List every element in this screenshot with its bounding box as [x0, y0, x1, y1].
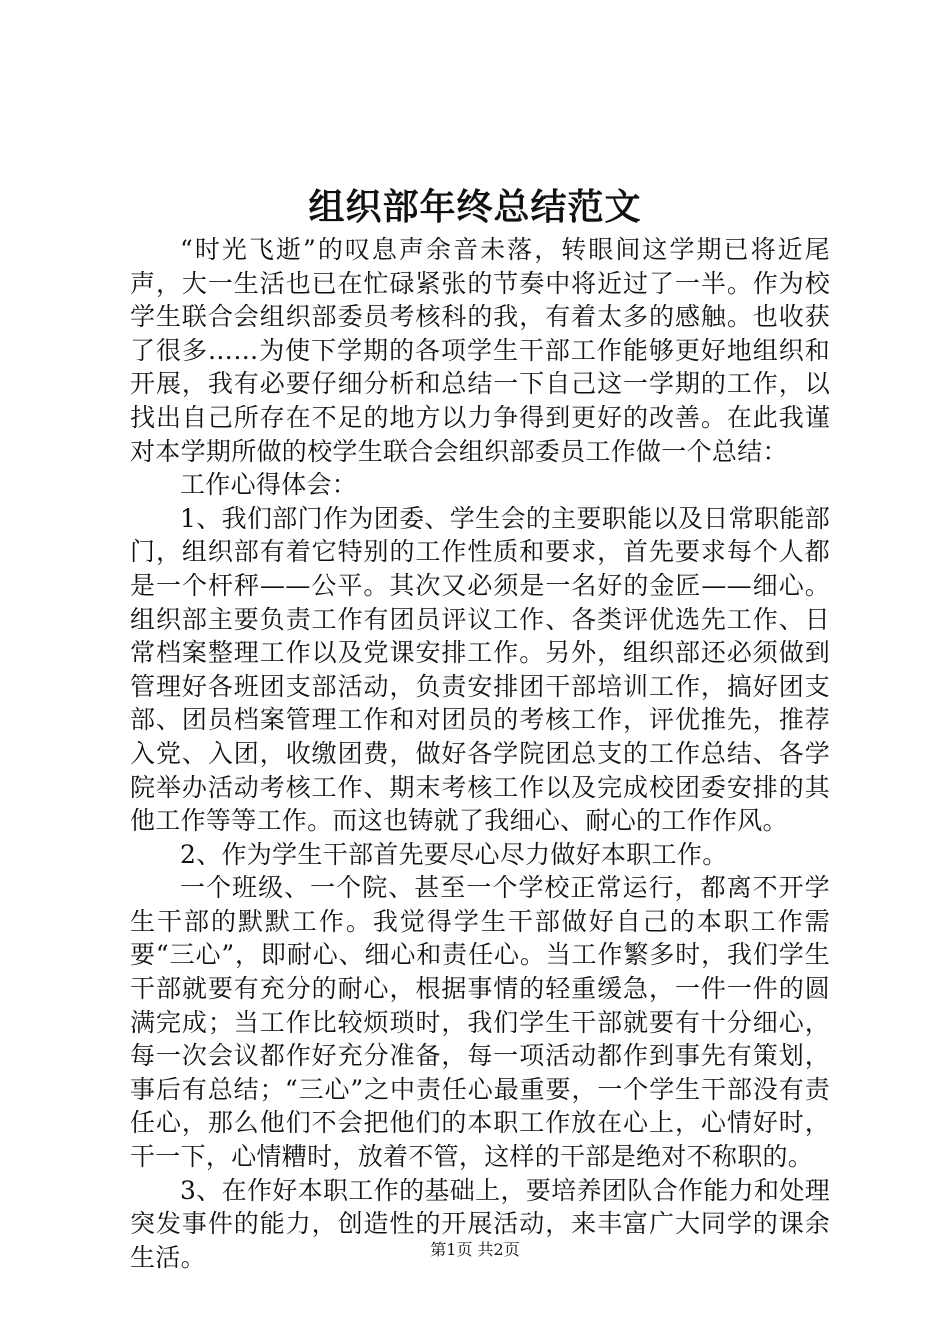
page-number-footer: 第1页 共2页	[430, 1240, 520, 1259]
paragraph-point-1: 1、我们部门作为团委、学生会的主要职能以及日常职能部门，组织部有着它特别的工作性质和要求，首先要求每个人都是一个杆秤——公平。其次又必须是一名好的金匠——细心。组织部主要负责工作有团员评议工作、各类评优选先工作、日常档案整理工作以及党课安排工作。另外，组织部还必须做到管理好各班团支部活动，负责安排团干部培训工作，搞好团支部、团员档案管理工作和对团员的考核工作，评优推先，推荐入党、入团，收缴团费，做好各学院团总支的工作总结、各学院举办活动考核工作、期末考核工作以及完成校团委安排的其他工作等等工作。而这也铸就了我细心、耐心的工作作风。	[130, 503, 830, 836]
paragraph-intro: “时光飞逝”的叹息声余音未落，转眼间这学期已将近尾声，大一生活也已在忙碌紧张的节奏中将近过了一半。作为校学生联合会组织部委员考核科的我，有着太多的感触。也收获了很多……为使下学期的各项学生干部工作能够更好地组织和开展，我有必要仔细分析和总结一下自己这一学期的工作，以找出自己所存在不足的地方以力争得到更好的改善。在此我谨对本学期所做的校学生联合会组织部委员工作做一个总结：	[130, 235, 830, 466]
paragraph-point-3: 3、在作好本职工作的基础上，要培养团队合作能力和处理突发事件的能力，创造性的开展活动，来丰富广大同学的课余生活。	[130, 1175, 830, 1272]
paragraph-heading: 工作心得体会：	[180, 470, 358, 500]
document-title: 组织部年终总结范文	[308, 186, 642, 228]
paragraph-point-2: 2、作为学生干部首先要尽心尽力做好本职工作。	[180, 839, 728, 869]
document-body	[130, 233, 830, 1274]
paragraph-point-2-detail: 一个班级、一个院、甚至一个学校正常运行，都离不开学生干部的默默工作。我觉得学生干部做好自己的本职工作需要“三心”，即耐心、细心和责任心。当工作繁多时，我们学生干部就要有充分的耐心，根据事情的轻重缓急，一件一件的圆满完成；当工作比较烦琐时，我们学生干部就要有十分细心，每一次会议都作好充分准备，每一项活动都作到事先有策划，事后有总结；“三心”之中责任心最重要，一个学生干部没有责任心，那么他们不会把他们的本职工作放在心上，心情好时，干一下，心情糟时，放着不管，这样的干部是绝对不称职的。	[130, 873, 830, 1172]
